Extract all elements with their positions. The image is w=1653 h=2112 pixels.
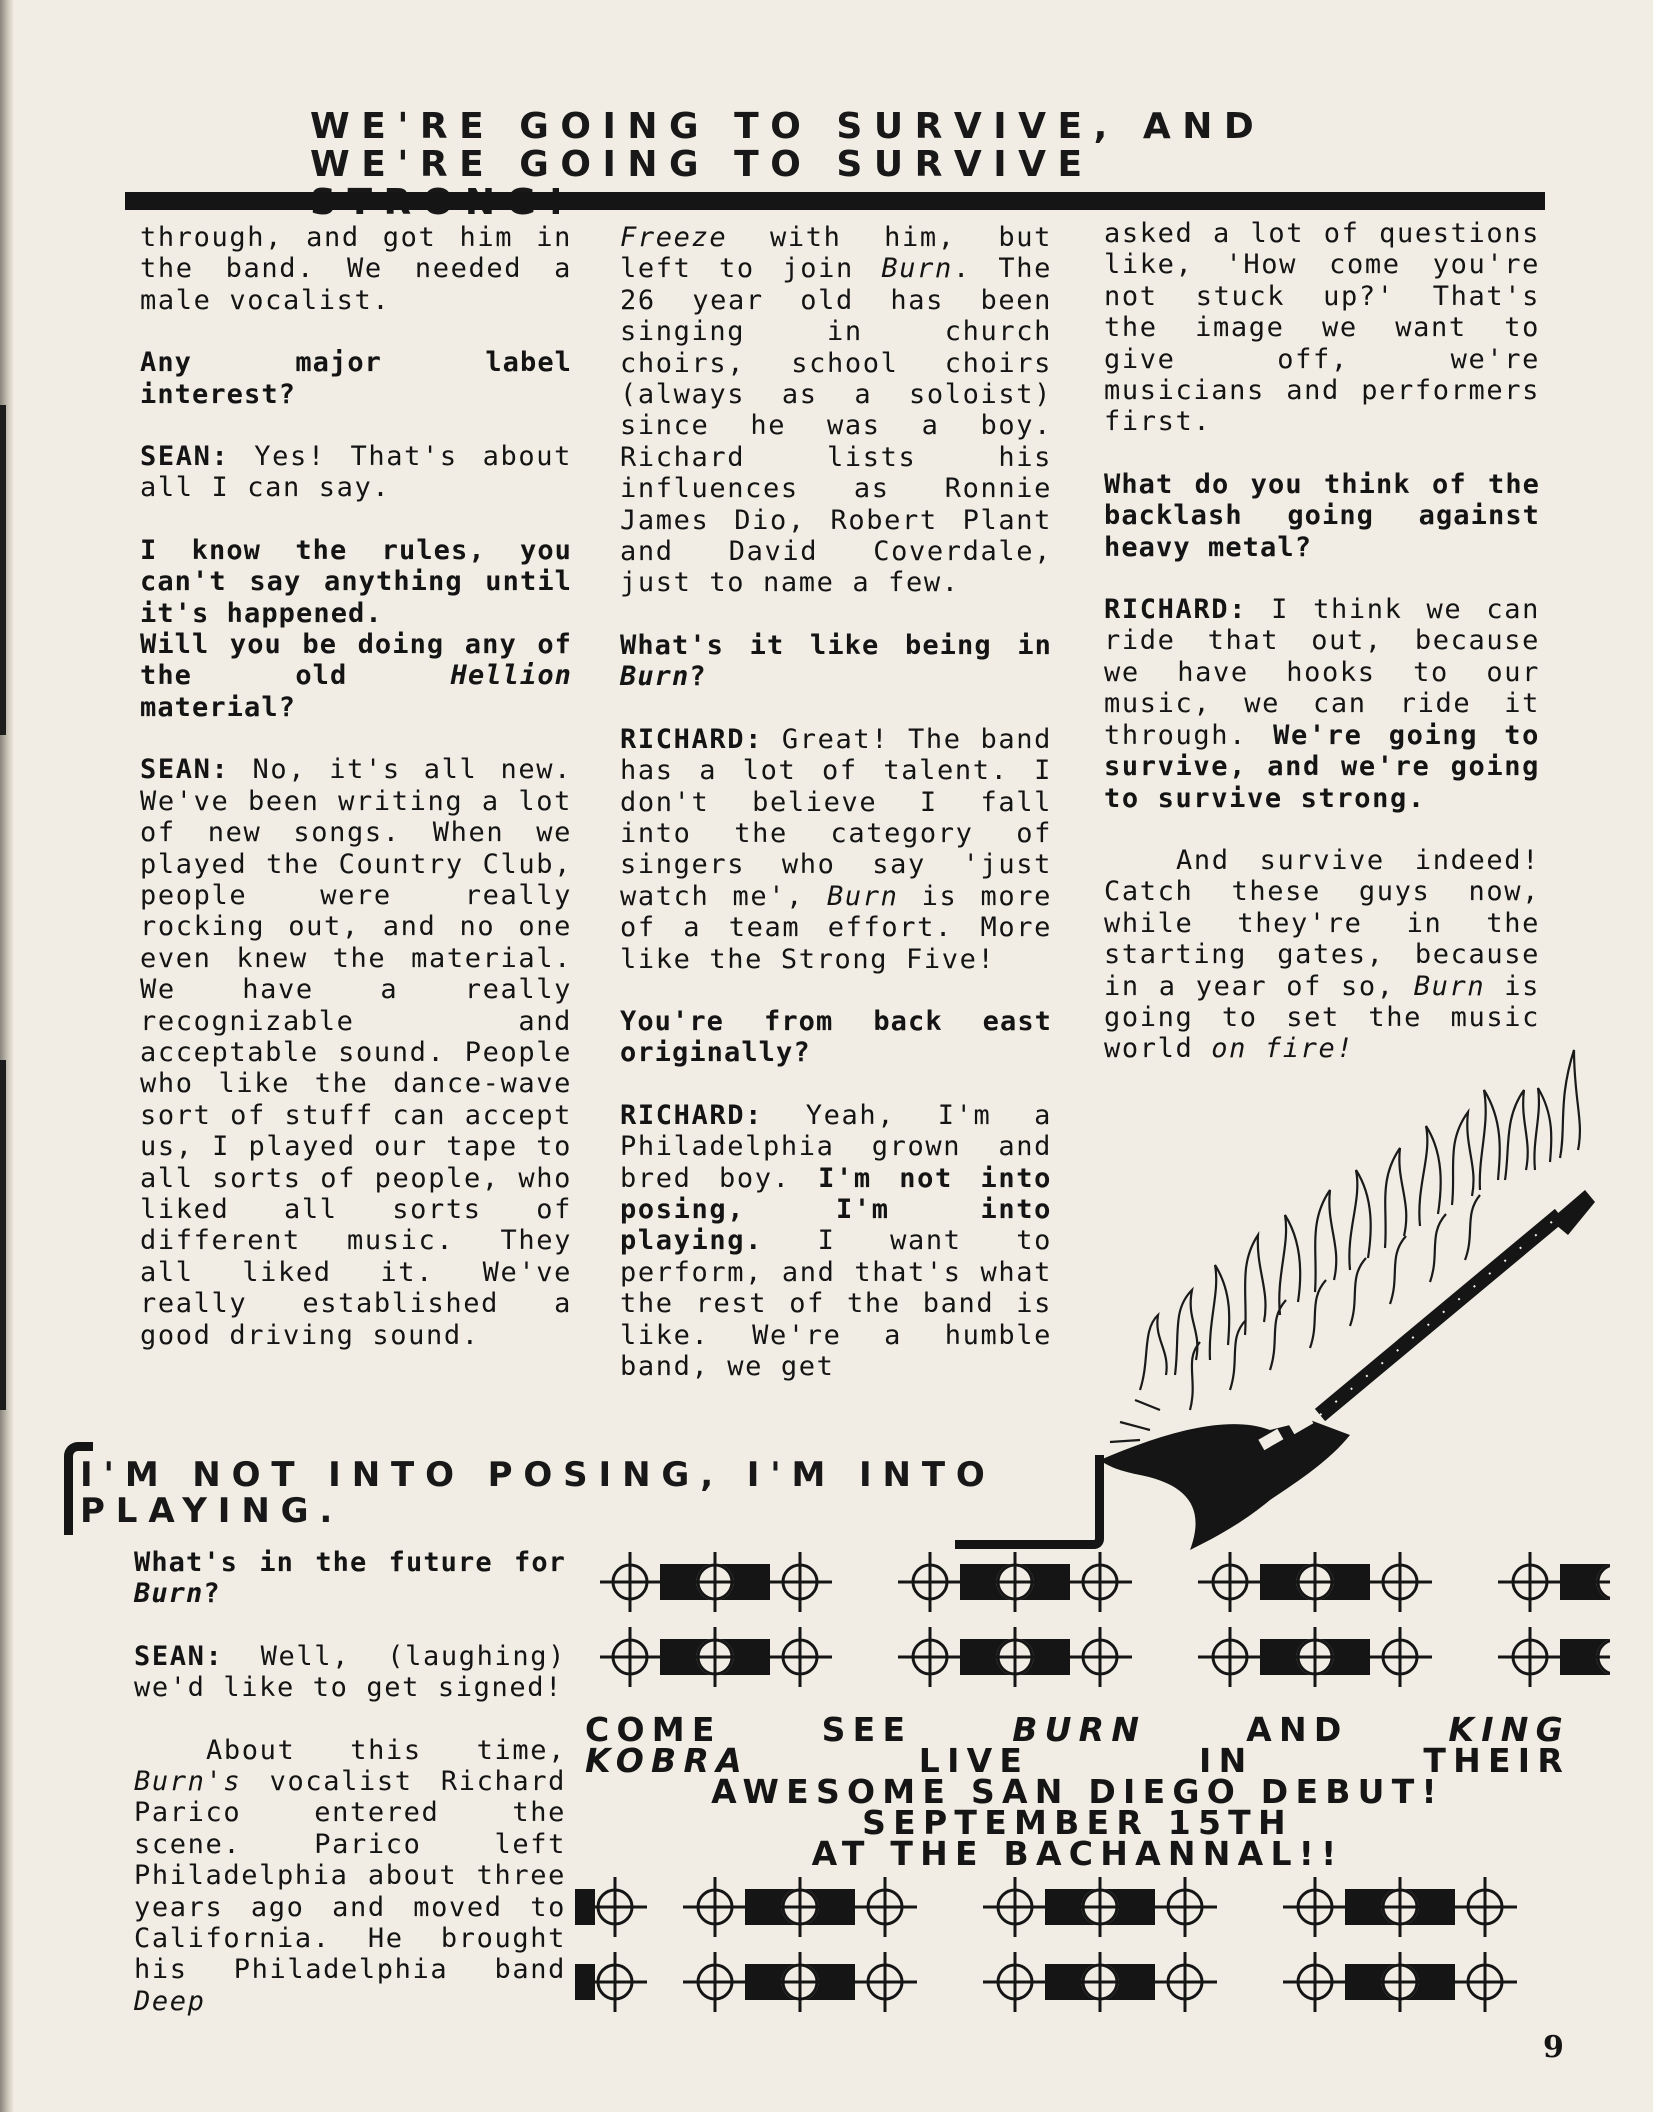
text: About this time, (206, 1734, 566, 1766)
crosshair-unit (983, 1952, 1217, 2012)
crosshair-border-top (600, 1545, 1610, 1695)
question-text: Will you be doing any of the old (140, 629, 572, 692)
binding-mark (0, 1060, 6, 1410)
answer-text: I think we can ride that out, because we have hooks to our music, we can ride it through. (1104, 594, 1540, 751)
headline-top: WE'RE GOING TO SURVIVE, AND WE'RE GOING TO SURVIVE (310, 106, 1266, 185)
concert-promo (585, 1710, 1571, 1873)
speaker-label: RICHARD: (620, 1099, 764, 1131)
interview-question: Any major label interest? (140, 347, 572, 410)
crosshair-unit (1198, 1552, 1432, 1612)
text: with him, but left to join (620, 222, 1052, 285)
question-text: material? (140, 691, 297, 723)
band-name: Freeze (620, 222, 728, 253)
answer-text: I want to perform, and that's what the rest of the band is like. We're a humble band, we get (620, 1225, 1052, 1382)
pull-quote-inline: I'm not into posing, I'm into playing. (620, 1162, 1052, 1257)
article-column-4 (134, 1547, 566, 2048)
promo-date: SEPTEMBER 15TH (862, 1803, 1293, 1842)
interview-question: You're from back east originally? (620, 1005, 1052, 1069)
crosshair-unit (1498, 1552, 1610, 1612)
band-name: KOBRA (585, 1741, 749, 1780)
guitar-neck (1320, 1215, 1560, 1415)
band-name: BURN (1012, 1710, 1147, 1749)
page-binding-shadow (0, 0, 14, 2112)
crosshair-unit (600, 1552, 832, 1612)
band-name: Burn's (134, 1766, 242, 1798)
speaker-label: RICHARD: (620, 723, 764, 755)
text: vocalist Richard Parico entered the scene. Parico left Philadelphia about three years ago and moved to California. He brought his Philadelphia band (134, 1766, 566, 1986)
article-column-1 (140, 222, 572, 1382)
interview-answer (140, 754, 572, 1351)
interview-question-continued (140, 629, 572, 723)
paragraph: through, and got him in the band. We needed a male vocalist. (140, 222, 572, 316)
speaker-label: SEAN: (140, 754, 230, 786)
interview-answer (140, 441, 572, 504)
promo-venue: AT THE BACHANNAL!! (811, 1834, 1344, 1873)
answer-text: No, it's all new. We've been writing a lot of new songs. When we played the Country Club, people were really rocking out, and no one even knew the material. We have a really recognizable and acceptable sound. People who like the dance-wave sort of stuff can accept us, I played our tape to all sorts of people, who liked all sorts of different music. They all liked it. We've really established a good driving sound. (140, 754, 572, 1351)
interview-answer (1104, 594, 1540, 814)
text: . The 26 year old has been singing in church choirs, school choirs (always as a soloist) since he was a boy. Richard lists his influences as Ronnie James Dio, Robert Plant and David Coverdale, just to name a few. (620, 253, 1052, 599)
answer-text: Yeah, I'm a Philadelphia grown and bred boy. (620, 1099, 1052, 1194)
speaker-label: SEAN: (140, 441, 230, 473)
emphasis-text: on fire! (1211, 1033, 1355, 1065)
paragraph (620, 222, 1052, 599)
speaker-label: RICHARD: (1104, 594, 1248, 626)
band-name: Burn (827, 880, 899, 912)
article-column-2 (620, 222, 1052, 1413)
article-column-3 (1104, 218, 1540, 1096)
text: is going to set the music world (1104, 970, 1540, 1065)
crosshair-unit (683, 1952, 917, 2012)
band-name: KING (1448, 1710, 1571, 1749)
crosshair-unit (898, 1552, 1132, 1612)
question-text: ? (203, 1578, 221, 1610)
guitar-body-group (1100, 1190, 1595, 1550)
band-name: Burn (881, 253, 953, 285)
promo-line: AWESOME SAN DIEGO DEBUT! (711, 1772, 1444, 1811)
headline-rule (125, 192, 1545, 210)
interview-question (620, 630, 1052, 693)
band-name: Burn (1413, 970, 1486, 1002)
speaker-label: SEAN: (134, 1640, 224, 1672)
paragraph: asked a lot of questions like, 'How come you're not stuck up?' That's the image we want to give off, we're musicians and performers first. (1104, 218, 1540, 438)
pull-quote-inline: We're going to survive, and we're going to survive strong. (1104, 719, 1540, 814)
answer-text: Yes! That's about all I can say. (140, 441, 572, 504)
crosshair-unit (1283, 1877, 1517, 1937)
question-text: What's in the future for (134, 1547, 566, 1578)
band-name: Burn (134, 1578, 204, 1610)
text: And survive indeed! Catch these guys now, while they're in the starting gates, because in a year of so, (1104, 844, 1540, 1002)
answer-text: Well, (laughing) we'd like to get signed! (134, 1640, 566, 1704)
crosshair-unit (683, 1877, 917, 1937)
interview-question: I know the rules, you can't say anything until it's happened. (140, 534, 572, 629)
answer-text: Great! The band has a lot of talent. I don't believe I fall into the category of singers who say 'just watch me', (620, 723, 1052, 912)
band-name: Deep (134, 1985, 206, 2017)
answer-text: is more of a team effort. More like the Strong Five! (620, 880, 1052, 975)
interview-answer (134, 1641, 566, 1704)
band-name: Burn (620, 661, 690, 693)
binding-mark (0, 405, 6, 735)
headline-mid: I'M NOT INTO POSING, I'M INTO PLAYING. (80, 1455, 996, 1531)
question-text: ? (689, 661, 707, 693)
interview-answer (620, 1100, 1052, 1383)
page-number: 9 (1543, 2030, 1564, 2065)
crosshair-unit (983, 1877, 1217, 1937)
crosshair-unit (600, 1627, 832, 1687)
flame-strokes (1110, 1050, 1580, 1442)
promo-text: COME SEE (585, 1710, 1013, 1749)
paragraph (134, 1735, 566, 2018)
crosshair-unit (1198, 1627, 1432, 1687)
interview-question: What do you think of the backlash going against heavy metal? (1104, 468, 1540, 563)
crosshair-border-bottom (575, 1870, 1605, 2020)
crosshair-unit (1498, 1627, 1610, 1687)
crosshair-unit (1283, 1952, 1517, 2012)
question-text: What's it like being in (620, 629, 1052, 661)
interview-answer (620, 724, 1052, 975)
band-name: Hellion (450, 660, 572, 692)
interview-question (134, 1547, 566, 1610)
crosshair-unit (898, 1627, 1132, 1687)
flaming-guitar-illustration (1080, 1030, 1600, 1550)
promo-text: AND (1146, 1710, 1449, 1749)
promo-text: LIVE IN THEIR (748, 1741, 1570, 1780)
